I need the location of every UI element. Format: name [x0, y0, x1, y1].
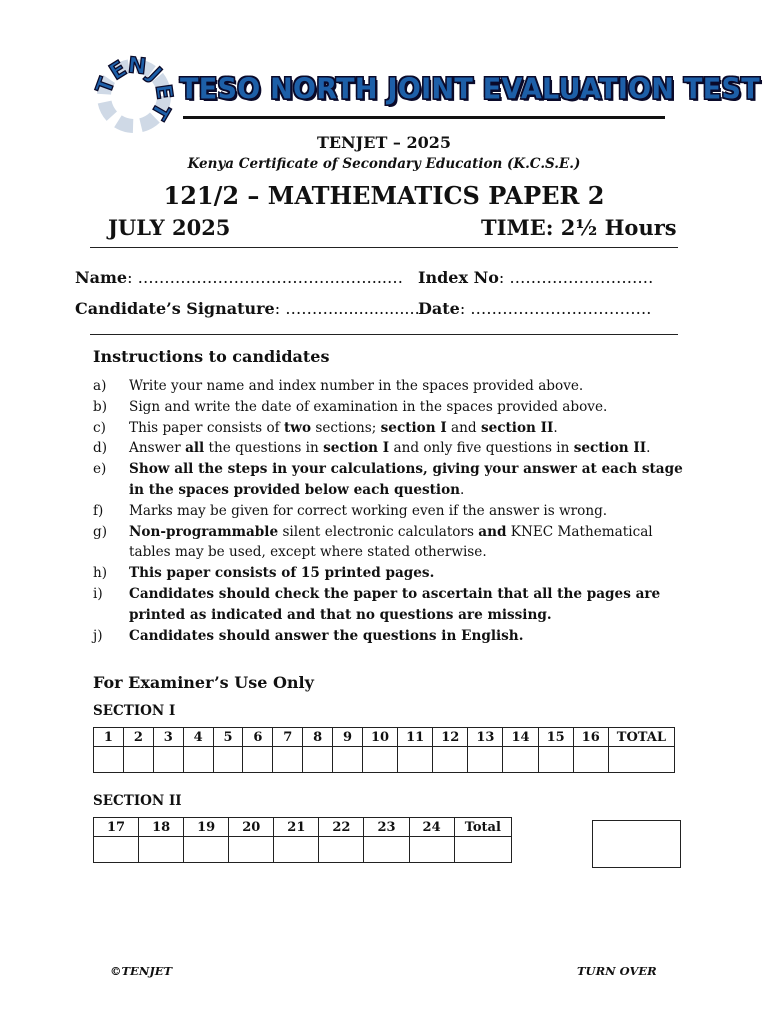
- paper-title: 121/2 – MATHEMATICS PAPER 2: [163, 181, 605, 210]
- instruction-fragment: section I: [323, 440, 390, 457]
- score-header-cell: 17: [94, 818, 139, 837]
- section2-label: SECTION II: [93, 793, 182, 809]
- instruction-fragment: section II: [480, 419, 554, 436]
- instruction-fragment: Non-programmable: [129, 523, 279, 540]
- signature-label: Candidate’s Signature: [75, 299, 275, 318]
- instruction-text: [129, 563, 683, 584]
- instruction-marker: h): [93, 565, 108, 582]
- instructions-heading: Instructions to candidates: [93, 347, 330, 366]
- instruction-fragment: Answer: [129, 440, 186, 457]
- exam-date: JULY 2025: [108, 215, 231, 240]
- instruction-text: [129, 501, 683, 522]
- score-input-cell[interactable]: [409, 837, 454, 863]
- score-input-cell[interactable]: [243, 747, 273, 773]
- instruction-fragment: Show all the steps in your calculations, giving your answer at each stage in the spaces provided below each question: [129, 461, 683, 498]
- date-dots: : …………………………….: [459, 299, 652, 318]
- score-input-cell[interactable]: [364, 837, 409, 863]
- instruction-marker: b): [93, 398, 108, 415]
- footer-turn-over: TURN OVER: [577, 964, 657, 978]
- instruction-fragment: Write your name and index number in the spaces provided above.: [129, 378, 584, 394]
- exam-subtitle: TENJET – 2025: [316, 133, 452, 152]
- score-header-cell: TOTAL: [608, 728, 674, 747]
- score-header-cell: 21: [274, 818, 319, 837]
- instruction-fragment: sections;: [311, 419, 381, 436]
- instruction-fragment: This paper consists of 15 printed pages.: [129, 565, 435, 582]
- score-header-cell: 5: [213, 728, 243, 747]
- score-header-cell: 19: [184, 818, 229, 837]
- instruction-marker: i): [93, 585, 103, 602]
- score-header-cell: 22: [319, 818, 364, 837]
- instruction-item: [93, 501, 683, 522]
- logo-letter: T: [144, 97, 175, 124]
- score-header-cell: 23: [364, 818, 409, 837]
- banner-rule: [183, 116, 665, 119]
- score-input-cell[interactable]: [538, 747, 573, 773]
- index-label: Index No: [418, 268, 499, 287]
- index-dots: : ………………………: [498, 268, 654, 287]
- instruction-fragment: and: [478, 523, 507, 540]
- score-input-cell[interactable]: [183, 747, 213, 773]
- score-header-cell: 18: [139, 818, 184, 837]
- score-input-cell[interactable]: [454, 837, 511, 863]
- score-header-cell: 11: [398, 728, 433, 747]
- score-input-cell[interactable]: [94, 837, 139, 863]
- instruction-marker: c): [93, 419, 106, 436]
- instruction-marker: j): [93, 627, 103, 644]
- score-input-cell[interactable]: [153, 747, 183, 773]
- score-header-cell: 24: [409, 818, 454, 837]
- score-header-cell: 3: [153, 728, 183, 747]
- instruction-marker: f): [93, 502, 104, 519]
- logo-letter: E: [149, 82, 177, 102]
- section1-label: SECTION I: [93, 703, 176, 719]
- instruction-fragment: section II: [573, 440, 647, 457]
- score-input-cell[interactable]: [319, 837, 364, 863]
- divider-bottom: [90, 334, 678, 335]
- score-input-cell[interactable]: [274, 837, 319, 863]
- instruction-item: [93, 376, 683, 397]
- score-input-cell[interactable]: [229, 837, 274, 863]
- instruction-item: [93, 418, 683, 439]
- kcse-line: Kenya Certificate of Secondary Education (K.C.S.E.): [187, 156, 581, 172]
- score-header-cell: 1: [94, 728, 124, 747]
- instruction-item: [93, 584, 683, 626]
- instruction-fragment: all: [185, 440, 205, 457]
- instruction-marker: d): [93, 440, 108, 457]
- score-header-cell: 15: [538, 728, 573, 747]
- index-field[interactable]: [418, 268, 653, 287]
- score-input-cell[interactable]: [573, 747, 608, 773]
- score-header-cell: 9: [333, 728, 363, 747]
- instruction-item: [93, 626, 683, 647]
- score-input-cell[interactable]: [94, 747, 124, 773]
- section2-score-table: [93, 817, 512, 863]
- score-header-cell: 4: [183, 728, 213, 747]
- instruction-fragment: silent electronic calculators: [278, 523, 479, 540]
- score-header-cell: 20: [229, 818, 274, 837]
- instruction-fragment: .: [460, 481, 465, 498]
- instruction-item: [93, 397, 683, 418]
- signature-dots: : ………..................: [274, 299, 425, 318]
- instruction-text: [129, 418, 683, 439]
- name-dots: : ……………………………….……....…: [127, 268, 404, 287]
- instructions-list: [93, 376, 683, 646]
- instruction-fragment: Sign and write the date of examination in the spaces provided above.: [129, 398, 608, 415]
- grand-total-box[interactable]: [592, 820, 681, 868]
- instruction-fragment: Candidates should answer the questions in English.: [129, 627, 524, 644]
- score-input-cell[interactable]: [333, 747, 363, 773]
- score-input-cell[interactable]: [433, 747, 468, 773]
- instruction-item: [93, 438, 683, 459]
- score-input-cell[interactable]: [468, 747, 503, 773]
- instruction-fragment: .: [646, 440, 651, 457]
- divider-top: [90, 247, 678, 248]
- instruction-item: [93, 459, 683, 501]
- score-header-cell: 13: [468, 728, 503, 747]
- score-input-cell[interactable]: [303, 747, 333, 773]
- instruction-marker: g): [93, 523, 108, 540]
- instruction-fragment: and only five questions in: [389, 440, 574, 457]
- score-header-cell: 12: [433, 728, 468, 747]
- score-input-cell[interactable]: [363, 747, 398, 773]
- instruction-item: [93, 522, 683, 564]
- score-header-cell: 8: [303, 728, 333, 747]
- name-label: Name: [75, 268, 128, 287]
- instruction-fragment: section I: [380, 419, 447, 436]
- logo-letter: N: [126, 53, 148, 81]
- instruction-item: [93, 563, 683, 584]
- instruction-fragment: Marks may be given for correct working even if the answer is wrong.: [129, 502, 608, 519]
- score-header-cell: 16: [573, 728, 608, 747]
- score-input-cell[interactable]: [608, 747, 674, 773]
- instruction-marker: a): [93, 378, 107, 394]
- instruction-text: [129, 584, 683, 626]
- score-input-cell[interactable]: [398, 747, 433, 773]
- score-input-cell[interactable]: [273, 747, 303, 773]
- banner-title: TESO NORTH JOINT EVALUATION TEST: [180, 73, 760, 106]
- score-header-cell: 2: [123, 728, 153, 747]
- instruction-text: [129, 376, 683, 397]
- score-header-cell: Total: [454, 818, 511, 837]
- instruction-fragment: Candidates should check the paper to ascertain that all the pages are printed as indicated and that no questions are missing.: [129, 585, 661, 623]
- score-input-cell[interactable]: [139, 837, 184, 863]
- instruction-marker: e): [93, 461, 107, 478]
- date-field[interactable]: [418, 299, 651, 318]
- score-input-cell[interactable]: [123, 747, 153, 773]
- date-label: Date: [418, 299, 460, 318]
- signature-field[interactable]: [75, 299, 425, 318]
- score-header-cell: 6: [243, 728, 273, 747]
- instruction-fragment: This paper consists of: [129, 419, 284, 436]
- name-field[interactable]: [75, 268, 403, 287]
- section1-score-table: [93, 727, 675, 773]
- logo-letter: J: [142, 62, 167, 87]
- instruction-text: [129, 459, 683, 501]
- instruction-text: [129, 522, 683, 564]
- instruction-fragment: and: [446, 419, 481, 436]
- exam-time: TIME: 2½ Hours: [481, 215, 677, 240]
- instruction-fragment: .: [553, 419, 558, 436]
- score-header-cell: 10: [363, 728, 398, 747]
- instruction-text: [129, 397, 683, 418]
- instruction-text: [129, 626, 683, 647]
- footer-copyright: ©TENJET: [110, 964, 173, 978]
- instruction-fragment: two: [284, 419, 312, 436]
- instruction-text: [129, 438, 683, 459]
- score-header-cell: 14: [503, 728, 538, 747]
- instruction-fragment: KNEC Mathematical tables may be used, except where stated otherwise.: [129, 523, 653, 561]
- logo-letter: T: [91, 74, 121, 98]
- logo-letter: E: [105, 56, 132, 86]
- score-input-cell[interactable]: [213, 747, 243, 773]
- tenjet-logo: [88, 52, 184, 136]
- instruction-fragment: the questions in: [204, 440, 324, 457]
- score-input-cell[interactable]: [503, 747, 538, 773]
- score-header-cell: 7: [273, 728, 303, 747]
- score-input-cell[interactable]: [184, 837, 229, 863]
- examiner-heading: For Examiner’s Use Only: [93, 673, 314, 692]
